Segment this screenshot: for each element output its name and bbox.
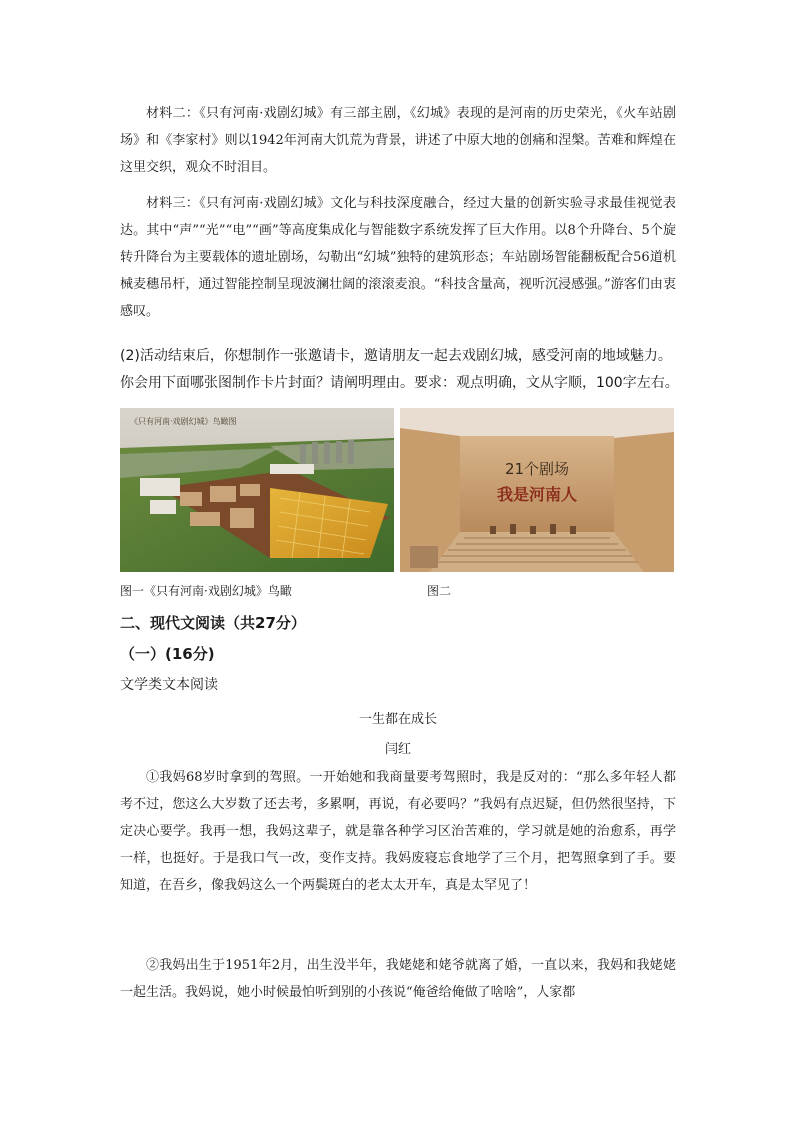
- article-paragraph-2: ②我妈出生于1951年2月，出生没半年，我姥姥和姥爷就离了婚，一直以来，我妈和我姥姥一起生活。我妈说，她小时候最怕听到别的小孩说“俺爸给俺做了啥啥”，人家都: [120, 958, 676, 1000]
- stage-illustration: [400, 408, 674, 572]
- article-author: 闫红: [384, 742, 411, 757]
- figure-2-line-1: 21个剧场: [504, 460, 570, 478]
- material-three-paragraph: 材料三：《只有河南·戏剧幻城》文化与科技深度融合，经过大量的创新实验寻求最佳视觉表达。其中“声”“光”“电”“画”等高度集成化与智能数字系统发挥了巨大作用。以8个升降台、5个旋转升降台为主要载体的遗址剧场，勾勒出“幻城”独特的建筑形态；车站剧场智能翻板配合56道机械麦穗吊杆，通过智能控制呈现波澜壮阔的滚滚麦浪。“科技含量高，视听沉浸感强。”游客们由衷感叹。: [120, 196, 676, 319]
- figure-1-aerial-image: [120, 408, 394, 572]
- figure-1-caption: 图一《只有河南·戏剧幻城》鸟瞰: [120, 584, 292, 598]
- figure-2-caption: 图二: [427, 584, 452, 598]
- article-title: 一生都在成长: [358, 712, 437, 727]
- figure-1-inner-label: 《只有河南·戏剧幻城》鸟瞰图: [130, 417, 237, 426]
- question-2: (2)活动结束后，你想制作一张邀请卡，邀请朋友一起去戏剧幻城，感受河南的地域魅力。你会用下面哪张图制作卡片封面？请阐明理由。要求：观点明确，文从字顺，100字左右。: [120, 348, 679, 391]
- figure-2-stage-image: [400, 408, 674, 572]
- part-1-title: （一）(16分): [120, 645, 215, 663]
- text-type-label: 文学类文本阅读: [120, 677, 218, 693]
- figure-2-line-2: 我是河南人: [496, 485, 578, 504]
- material-two-paragraph: 材料二：《只有河南·戏剧幻城》有三部主剧，《幻城》表现的是河南的历史荣光，《火车站剧场》和《李家村》则以1942年河南大饥荒为背景，讲述了中原大地的创痛和涅槃。苦难和辉煌在这里交织，观众不时泪目。: [120, 106, 676, 175]
- article-paragraph-1: ①我妈68岁时拿到的驾照。一开始她和我商量要考驾照时，我是反对的：“那么多年轻人都考不过，您这么大岁数了还去考，多累啊，再说，有必要吗？”我妈有点迟疑，但仍然很坚持，下定决心要学。我再一想，我妈这辈子，就是靠各种学习区治苦难的，学习就是她的治愈系，再学一样，也挺好。于是我口气一改，变作支持。我妈废寝忘食地学了三个月，把驾照拿到了手。要知道，在吾乡，像我妈这么一个两鬓斑白的老太太开车，真是太罕见了！: [120, 770, 676, 893]
- section-2-title: 二、现代文阅读（共27分）: [120, 614, 306, 632]
- aerial-view-illustration: [120, 408, 394, 572]
